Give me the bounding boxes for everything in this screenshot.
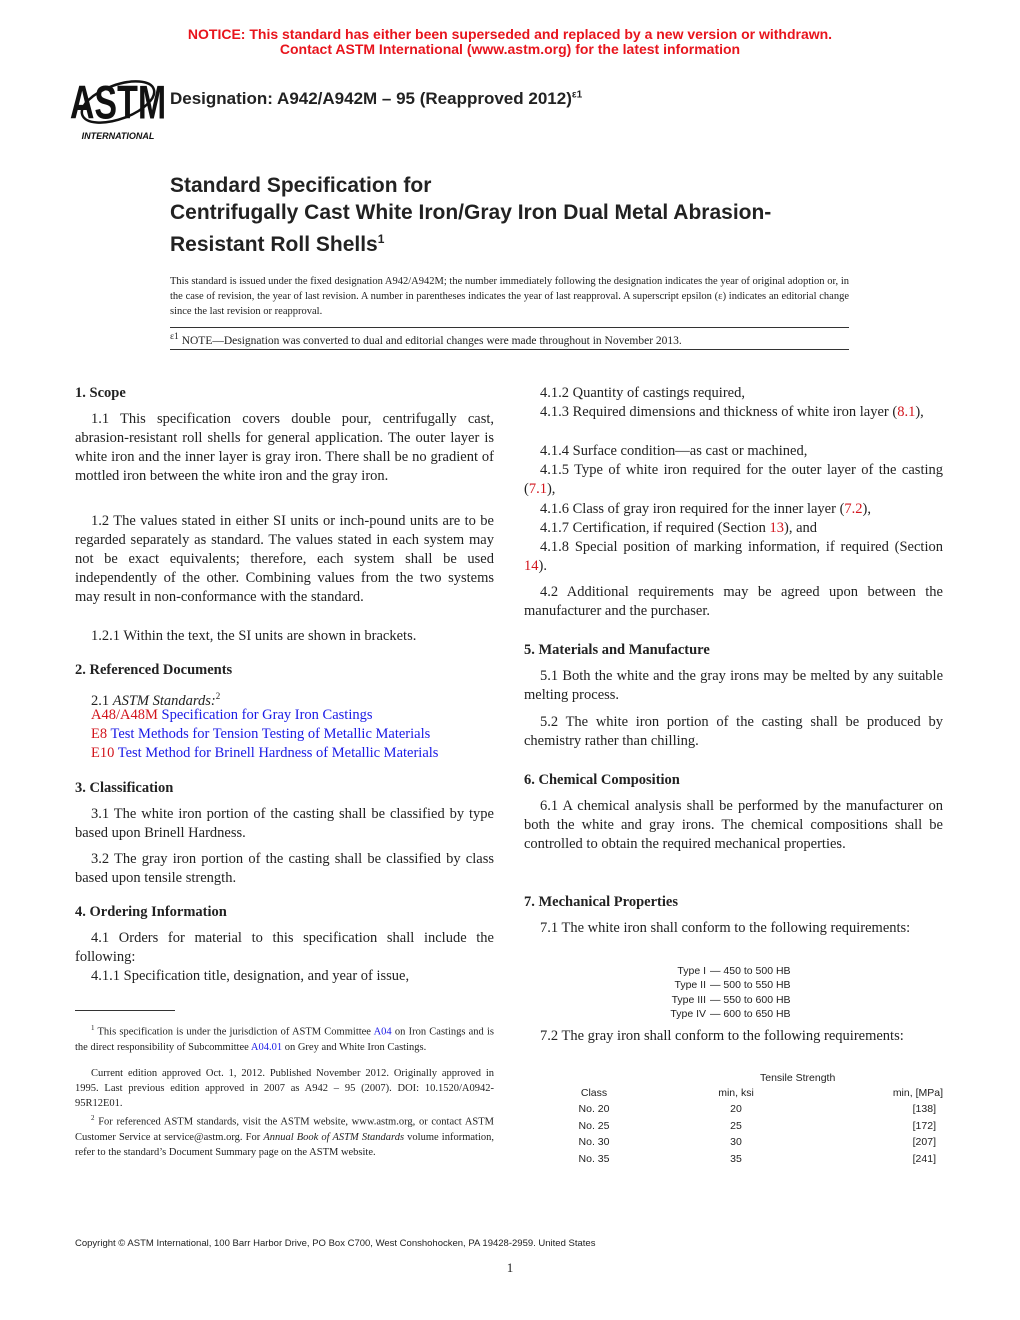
text: 4.1.8 Special position of marking information, if required (Section [540, 539, 943, 555]
cell: No. 20 [578, 1103, 610, 1116]
astm-standards-label: ASTM Standards: [112, 692, 216, 709]
issued-statement: This standard is issued under the fixed designation A942/A942M; the number immediately following the designation indicates the year of original adoption or, in the case of revision, the year of last revision. A number in parentheses indicates the year of last reapproval. A superscript epsilon (ε) indicates an editorial change since the last revision or reapproval. [170, 276, 849, 317]
ref-e10[interactable] [75, 744, 494, 763]
section-7-heading: 7. Mechanical Properties [524, 894, 678, 910]
xref-13[interactable]: 13 [769, 520, 785, 536]
para-4-1-4: 4.1.4 Surface condition—as cast or machined, [540, 443, 808, 459]
title-line-2: Centrifugally Cast White Iron/Gray Iron Dual Metal Abrasion- [170, 200, 772, 224]
text: ), [546, 481, 556, 497]
para-4-1-2: 4.1.2 Quantity of castings required, [540, 385, 745, 401]
cell: No. 25 [578, 1119, 610, 1132]
type-name: Type IV [670, 1008, 706, 1021]
designation [170, 89, 582, 109]
page-number: 1 [506, 1260, 514, 1275]
para-3-2: 3.2 The gray iron portion of the casting shall be classified by class based upon tensile strength. [75, 851, 494, 886]
para-4-1-8 [524, 538, 943, 576]
astm-logo [69, 68, 167, 142]
footnote-edition: Current edition approved Oct. 1, 2012. Published November 2012. Originally approved in 1995. Last previous edition approved in 2007 as A942 – 95 (2007). DOI: 10.1520/A0942-95R12E01. [75, 1068, 494, 1109]
table-row [548, 1134, 944, 1150]
cell: [172] [912, 1119, 936, 1132]
text: ). [538, 558, 547, 574]
type-name: Type I [677, 965, 706, 977]
fn2-italic: Annual Book of ASTM Standards [263, 1131, 405, 1143]
type-range: — 500 to 550 HB [710, 979, 791, 992]
para-7-1: 7.1 The white iron shall conform to the following requirements: [540, 920, 911, 936]
xref-7-1[interactable]: 7.1 [528, 481, 547, 497]
section-5-heading: 5. Materials and Manufacture [524, 642, 710, 658]
cell: 25 [730, 1119, 742, 1132]
designation-sup: ε1 [571, 89, 583, 101]
para-2-1-num: 2.1 [91, 692, 113, 709]
text: 4.1.3 Required dimensions and thickness of white iron layer ( [540, 404, 898, 420]
para-4-1-1: 4.1.1 Specification title, designation, and year of issue, [91, 968, 410, 984]
para-4-2: 4.2 Additional requirements may be agreed upon between the manufacturer and the purchaser. [524, 584, 943, 619]
type-name: Type III [671, 993, 706, 1006]
para-4-1-7 [524, 519, 943, 538]
xref-8-1[interactable]: 8.1 [897, 404, 916, 420]
section-6-heading: 6. Chemical Composition [524, 772, 680, 788]
designation-text: Designation: A942/A942M – 95 (Reapproved 2012) [170, 89, 572, 108]
cell: [241] [912, 1152, 936, 1165]
subcommittee-link[interactable]: A04.01 [250, 1041, 283, 1053]
fn1-text: This specification is under the jurisdiction of ASTM Committee [94, 1026, 374, 1038]
para-4-1: 4.1 Orders for material to this specification shall include the following: [75, 930, 494, 965]
text: ), [862, 501, 871, 517]
notice-line-2: Contact ASTM International (www.astm.org) for the latest information [279, 41, 741, 57]
xref-7-2[interactable]: 7.2 [844, 501, 863, 517]
ref-code[interactable]: E10 [91, 745, 115, 761]
section-2-heading: 2. Referenced Documents [75, 662, 233, 678]
section-1-heading: 1. Scope [75, 385, 126, 401]
title-line-3: Resistant Roll Shells [170, 233, 378, 256]
white-iron-types [660, 964, 791, 1022]
para-4-1-6 [524, 500, 943, 519]
fn1-text: on Iron Castings and is the direct responsibility of Subcommittee [75, 1026, 495, 1053]
type-range: — 600 to 650 HB [710, 1008, 791, 1021]
text: ), [915, 404, 924, 420]
cell: 35 [730, 1152, 742, 1165]
svg-text:ASTM: ASTM [69, 75, 167, 129]
type-name: Type II [674, 979, 706, 992]
cell: 20 [730, 1103, 742, 1116]
xref-14[interactable]: 14 [524, 558, 539, 574]
ref-e8[interactable] [75, 725, 494, 744]
fn1-sup: 1 [91, 1024, 95, 1032]
text: 4.1.7 Certification, if required (Section [540, 520, 770, 536]
footnote-divider [75, 1010, 175, 1011]
para-1-2: 1.2 The values stated in either SI units or inch-pound units are to be regarded separately as standard. The values stated in each system may not be exact equivalents; therefore, each system shall be used independently of the other. Combining values from the two systems may result in non-conformance with the standard. [75, 513, 494, 605]
cell: [138] [912, 1103, 936, 1116]
svg-text:INTERNATIONAL: INTERNATIONAL [81, 131, 155, 141]
document-title [170, 173, 771, 259]
section-3-heading: 3. Classification [75, 780, 174, 796]
cell: No. 30 [578, 1136, 610, 1149]
table-row [548, 1151, 944, 1167]
ref-a48[interactable] [75, 706, 494, 725]
section-4-heading: 4. Ordering Information [75, 904, 227, 920]
para-4-1-3 [524, 403, 943, 422]
note-sup: ε1 [170, 331, 179, 342]
gray-iron-table [548, 1085, 944, 1167]
ref-title[interactable]: Specification for Gray Iron Castings [157, 707, 373, 723]
fn2-text: For referenced ASTM standards, visit the ASTM website, www.astm.org, or contact ASTM Customer Service at service@astm.org. For [75, 1116, 494, 1143]
title-line-1: Standard Specification for [170, 174, 432, 197]
table-group-header: Tensile Strength [760, 1072, 836, 1084]
para-5-1: 5.1 Both the white and the gray irons may be melted by any suitable melting process. [524, 668, 943, 703]
col-header: min, [MPa] [892, 1087, 943, 1099]
note-text: NOTE—Designation was converted to dual and editorial changes were made throughout in November 2013. [178, 334, 682, 347]
cell: 30 [730, 1136, 742, 1149]
copyright: Copyright © ASTM International, 100 Barr Harbor Drive, PO Box C700, West Conshohocken, PA 19428-2959. United States [75, 1238, 596, 1249]
fn2-sup: 2 [91, 1114, 95, 1122]
footnote-ref-2: 2 [215, 691, 221, 701]
type-range: — 550 to 600 HB [710, 993, 791, 1006]
editorial-note [170, 327, 849, 350]
committee-link[interactable]: A04 [373, 1026, 392, 1038]
para-1-1: 1.1 This specification covers double pour, centrifugally cast, abrasion-resistant roll shells for general application. The outer layer is white iron and the inner layer is gray iron. There shall be no gradient of mottled iron between the white iron and the gray iron. [75, 411, 494, 484]
type-row [660, 964, 791, 978]
para-7-2: 7.2 The gray iron shall conform to the following requirements: [540, 1028, 904, 1044]
text: 4.1.6 Class of gray iron required for the inner layer ( [540, 501, 845, 517]
ref-title[interactable]: Test Method for Brinell Hardness of Metallic Materials [114, 745, 439, 761]
fn2-text: volume information, refer to the standard’s Document Summary page on the ASTM website. [75, 1131, 494, 1158]
table-row [548, 1101, 944, 1117]
title-sup: 1 [377, 232, 385, 246]
para-3-1: 3.1 The white iron portion of the casting shall be classified by type based upon Brinell Hardness. [75, 806, 494, 841]
para-1-2-1: 1.2.1 Within the text, the SI units are shown in brackets. [91, 628, 417, 644]
notice-line-1: NOTICE: This standard has either been superseded and replaced by a new version or withdrawn. [187, 26, 833, 42]
footnote-1 [75, 1021, 494, 1055]
table-row [548, 1118, 944, 1134]
table-header-row [548, 1085, 944, 1101]
para-5-2: 5.2 The white iron portion of the casting shall be produced by chemistry rather than chilling. [524, 714, 943, 749]
type-range: — 450 to 500 HB [710, 965, 791, 977]
cell: [207] [912, 1136, 936, 1149]
col-header: Class [580, 1087, 608, 1099]
fn1-text: on Grey and White Iron Castings. [282, 1041, 427, 1053]
ref-code[interactable]: E8 [91, 726, 108, 742]
cell: No. 35 [578, 1152, 610, 1165]
type-row [660, 978, 791, 992]
para-6-1: 6.1 A chemical analysis shall be performed by the manufacturer on both the white and gray irons. The chemical compositions shall be controlled to obtain the required mechanical properties. [524, 798, 943, 852]
text: ), and [784, 520, 818, 536]
ref-code[interactable]: A48/A48M [91, 707, 158, 723]
footnote-2 [75, 1111, 494, 1160]
text: 4.1.5 Type of white iron required for the outer layer of the casting ( [524, 462, 943, 497]
col-header: min, ksi [718, 1087, 754, 1099]
ref-title[interactable]: Test Methods for Tension Testing of Metallic Materials [107, 726, 431, 742]
type-row [660, 1007, 791, 1021]
para-4-1-5 [524, 461, 943, 499]
type-row [660, 993, 791, 1007]
